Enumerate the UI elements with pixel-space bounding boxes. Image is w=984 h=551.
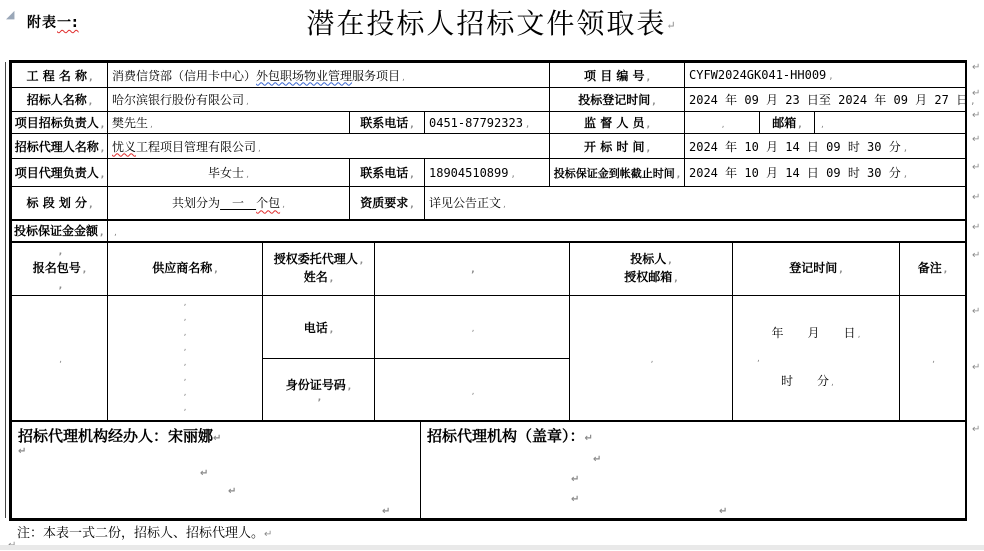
row-deposit-amount xyxy=(12,220,966,242)
remark-cell[interactable]: , xyxy=(900,296,966,421)
paragraph-mark-icon: ↵ xyxy=(972,192,981,203)
signup-header-row xyxy=(12,243,966,296)
info-table xyxy=(11,62,976,242)
agent-company-value[interactable]: 忧义工程项目管理有限公司 , xyxy=(108,134,550,159)
paragraph-mark-icon: ↵ xyxy=(18,446,27,457)
qualification-label: 资质要求 , xyxy=(350,187,425,220)
agency-handler-cell[interactable] xyxy=(12,422,421,519)
agent-company-label: 招标代理人名称 , xyxy=(12,134,108,159)
bidder-email-cell[interactable]: , xyxy=(570,296,733,421)
col-header-attorney: 授权委托代理人 , 姓名 , xyxy=(263,243,375,296)
col-header-remark: 备注 , xyxy=(900,243,966,296)
deposit-deadline-value[interactable]: 2024 年 10 月 14 日 09 时 30 分 , xyxy=(685,159,966,187)
tender-phone-label: 联系电话 , xyxy=(350,112,425,134)
col-header-package-no: , 报名包号 , , xyxy=(12,243,108,296)
paragraph-mark-icon: ↵ xyxy=(213,433,222,444)
paragraph-mark-icon: ↵ xyxy=(972,134,981,145)
tender-manager-label: 项目招标负责人 , xyxy=(12,112,108,134)
agency-seal-text: 招标代理机构（盖章）： xyxy=(427,427,585,445)
package-no-cell[interactable]: , xyxy=(12,296,108,421)
project-name-label: 工 程 名 称 , xyxy=(12,63,108,88)
paragraph-mark-icon: ↵ xyxy=(972,88,981,99)
col-header-supplier: 供应商名称 , xyxy=(108,243,263,296)
tender-phone-value[interactable]: 0451-87792323 , xyxy=(425,112,550,134)
agent-phone-value[interactable]: 18904510899 , xyxy=(425,159,550,187)
email-value[interactable]: , xyxy=(815,112,966,134)
paragraph-mark-icon: ↵ xyxy=(972,424,981,435)
page-title-text: 潜在投标人招标文件领取表 xyxy=(306,7,667,40)
row-tenderer xyxy=(12,88,966,112)
page-title xyxy=(0,2,984,42)
qualification-value[interactable]: 详见公告正文 , xyxy=(425,187,966,220)
footer-table xyxy=(11,421,966,519)
col-header-blank[interactable]: , xyxy=(375,243,570,296)
agent-manager-value[interactable]: 毕女士 , xyxy=(108,159,350,187)
deposit-deadline-label: 投标保证金到帐截止时间 , xyxy=(550,159,685,187)
tender-form-table xyxy=(9,60,976,521)
paragraph-mark-icon: ↵ xyxy=(972,110,981,121)
row-section-division xyxy=(12,187,966,220)
email-label: 邮箱 , xyxy=(760,112,815,134)
paragraph-mark-icon: ↵ xyxy=(571,494,580,505)
signup-table xyxy=(11,242,966,421)
row-agent-company xyxy=(12,134,966,159)
section-division-label: 标 段 划 分 , xyxy=(12,187,108,220)
project-name-value[interactable]: 消费信贷部（信用卡中心）外包职场物业管理服务项目 , xyxy=(108,63,550,88)
open-time-label: 开 标 时 间 , xyxy=(550,134,685,159)
signup-body-row-1 xyxy=(12,296,966,359)
paragraph-mark-icon: ↵ xyxy=(972,222,981,233)
row-project-name xyxy=(12,63,966,88)
tenderer-label: 招标人名称 , xyxy=(12,88,108,112)
supervisor-label: 监 督 人 员 , xyxy=(550,112,685,134)
paragraph-mark-icon: ↵ xyxy=(972,306,981,317)
deposit-amount-value[interactable]: , xyxy=(108,220,966,242)
paragraph-mark-icon: ↵ xyxy=(972,62,981,73)
col-header-reg-time: 登记时间 , xyxy=(733,243,900,296)
section-division-value[interactable]: 共划分为 一 个包 , xyxy=(108,187,350,220)
project-no-value[interactable]: CYFW2024GK041-HH009 , xyxy=(685,63,966,88)
bid-reg-time-value[interactable]: 2024 年 09 月 23 日至 2024 年 09 月 27 日 , xyxy=(685,88,966,112)
paragraph-mark-icon: ↵ xyxy=(972,250,981,261)
col-header-bidder-email: 投标人 , 授权邮箱 , xyxy=(570,243,733,296)
agent-phone-label: 联系电话 , xyxy=(350,159,425,187)
attorney-id-label: 身份证号码 , , xyxy=(263,359,375,421)
agency-handler-text: 招标代理机构经办人：宋丽娜 xyxy=(18,427,214,445)
supervisor-value[interactable]: , xyxy=(685,112,760,134)
deposit-amount-label: 投标保证金金额 , xyxy=(12,220,108,242)
tenderer-value[interactable]: 哈尔滨银行股份有限公司 , xyxy=(108,88,550,112)
row-tender-manager xyxy=(12,112,966,134)
attorney-phone-cell[interactable]: , xyxy=(375,296,570,359)
paragraph-mark-icon: ↵ xyxy=(593,454,602,465)
paragraph-mark-icon: ↵ xyxy=(200,468,209,479)
bid-reg-time-label: 投标登记时间 , xyxy=(550,88,685,112)
footnote: 注：本表一式二份，招标人、招标代理人。↵ xyxy=(17,526,273,541)
paragraph-mark-icon: ↵ xyxy=(228,486,237,497)
tender-manager-value[interactable]: 樊先生 , xyxy=(108,112,350,134)
outline-collapse-icon[interactable]: ◢ xyxy=(6,8,15,21)
agent-manager-label: 项目代理负责人 , xyxy=(12,159,108,187)
paragraph-mark-icon: ↵ xyxy=(264,529,273,540)
row-agent-manager xyxy=(12,159,966,187)
reg-time-cell[interactable]: 年 月 日 , , 时 分 , xyxy=(733,296,900,421)
paragraph-mark-icon: ↵ xyxy=(972,362,981,373)
attorney-phone-label: 电话 , xyxy=(263,296,375,359)
supplier-cell[interactable]: , , , , , , , , xyxy=(108,296,263,421)
attorney-id-cell[interactable]: , xyxy=(375,359,570,421)
project-no-label: 项 目 编 号 , xyxy=(550,63,685,88)
table-left-gridline xyxy=(5,62,6,518)
attachment-label-marked: 一: xyxy=(57,15,79,31)
agency-seal-cell[interactable] xyxy=(421,422,966,519)
paragraph-mark-icon: ↵ xyxy=(666,19,678,32)
paragraph-mark-icon: ↵ xyxy=(382,506,391,517)
paragraph-mark-icon: ↵ xyxy=(719,506,728,517)
paragraph-mark-icon: ↵ xyxy=(584,433,593,444)
open-time-value[interactable]: 2024 年 10 月 14 日 09 时 30 分 , xyxy=(685,134,966,159)
paragraph-mark-icon: ↵ xyxy=(571,474,580,485)
paragraph-mark-icon: ↵ xyxy=(972,162,981,173)
window-bottom-edge xyxy=(0,545,984,550)
footer-row xyxy=(12,422,966,519)
attachment-label-text: 附表 xyxy=(27,15,57,31)
